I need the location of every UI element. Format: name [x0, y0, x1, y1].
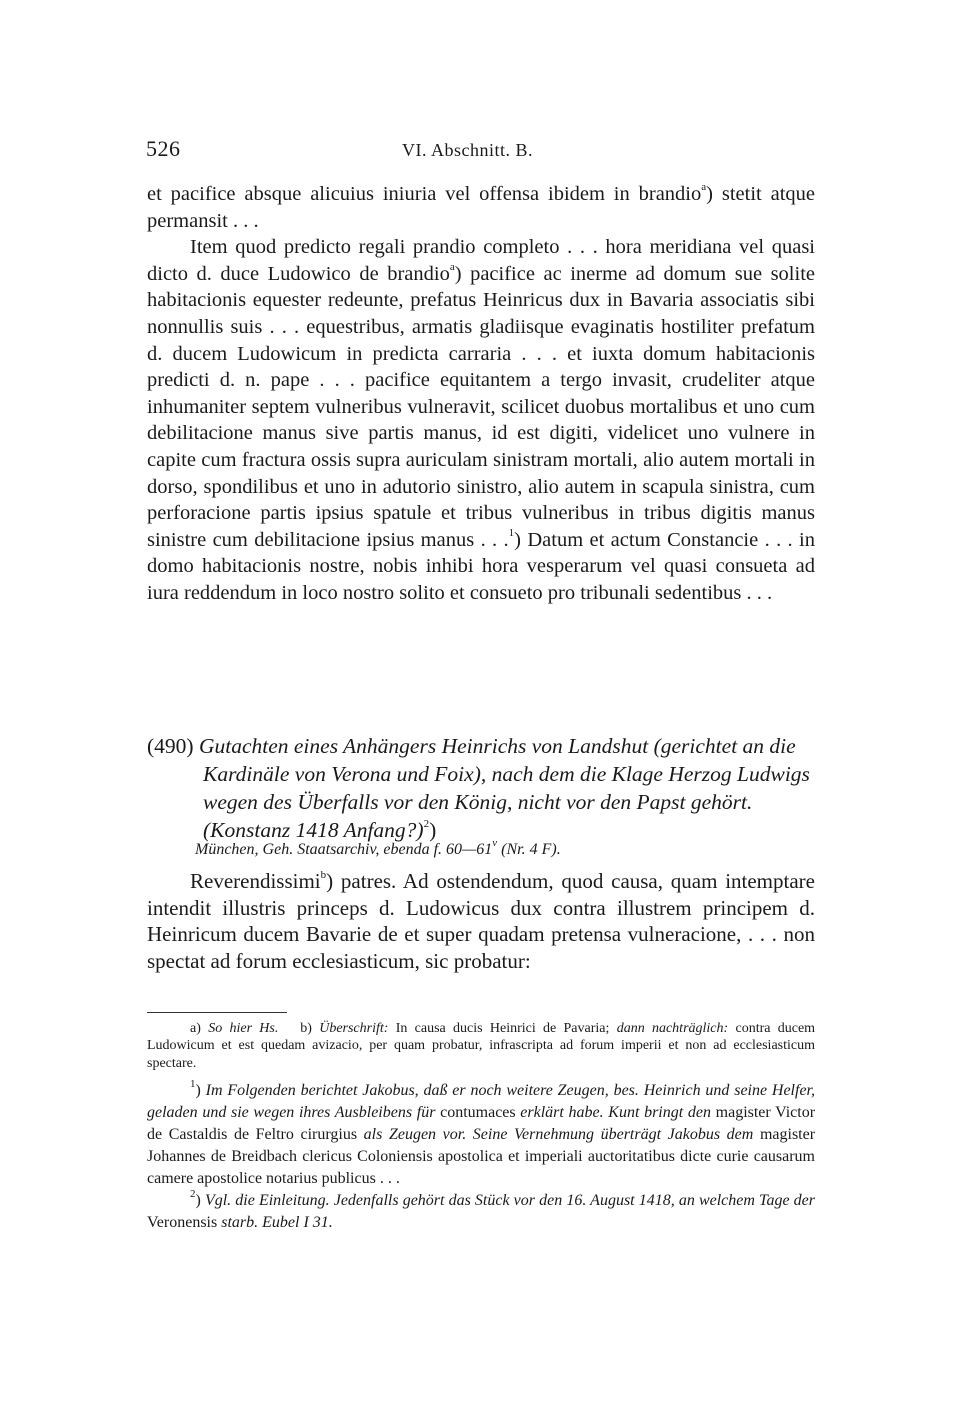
entry-number: (490): [147, 734, 194, 758]
footnote-ref-a[interactable]: a: [701, 181, 707, 194]
apparatus-notes: a) So hier Hs. b) Überschrift: In causa ducis Heinrici de Pavaria; dann nachträglich: contra ducem Ludowicum et est quedam avizacio, per quam probatur, infrascripta ad forum imperii et non ad ecclesiasticum spectare.: [147, 1021, 816, 1071]
page-number: 526: [146, 136, 181, 161]
paragraph-1: et pacifice absque alicuius iniuria vel offensa ibidem in brandio$^a$) stetit atque permansit . . .: [147, 181, 815, 232]
entry-title: Gutachten eines Anhängers Heinrichs von Landshut (gerichtet an die Kardinäle von Verona und Foix), nach dem die Klage Herzog Ludwigs wegen des Überfalls vor den König, nicht vor den Papst gehört. (Konstanz 1418 Anfang?): [198, 734, 810, 842]
continuation-text: [147, 181, 815, 607]
entry-body: Reverendissimi$^b$) patres. Ad ostendendum, quod causa, quam intemptare intendit illustris princeps d. Ludowicus dux contra illustrem principem d. Heinricum ducem Bavarie de et super quadam pretensa vulneracione, . . . non spectat ad forum ecclesiasticum, sic probatur:: [147, 869, 815, 973]
footnote-ref-2[interactable]: 2: [423, 817, 430, 830]
footnote-1: $^1$) Im Folgenden berichtet Jakobus, daß er noch weitere Zeugen, bes. Heinrich und seine Helfer, geladen und sie wegen ihres Ausbleibens für contumaces erklärt habe. Kunt bringt den magister Victor de Castaldis de Feltro cirurgius als Zeugen vor. Seine Vernehmung überträgt Jakobus dem magister Johannes de Breidbach clericus Coloniensis apostolica et imperiali auctoritatibus dicte curie causarum camere apostolice notarius publicus . . .: [147, 1077, 816, 1187]
archive-reference: München, Geh. Staatsarchiv, ebenda f. 60—61$^v$ (Nr. 4 F).: [195, 836, 561, 858]
commentary-notes: [147, 1077, 816, 1234]
paragraph-2: Item quod predicto regali prandio completo . . . hora meridiana vel quasi dicto d. duce Ludowico de brandio$^a$) pacifice ac inerme ad domum sue solite habitacionis equester redeunte, prefatus Heinricus dux in Bavaria associatis sibi nonnullis suis . . . equestribus, armatis gladiisque evaginatis hostiliter prefatum d. ducem Ludowicum in predicta carraria . . . et iuxta domum habitacionis predicti d. n. pape . . . pacifice equitantem a tergo invasit, crudeliter atque inhumaniter septem vulneribus vulneravit, scilicet duobus mortalibus et uno cum debilitacione manus sive partis manus, id est digiti, videlicet uno vulnere in capite cum fractura ossis supra auriculam sinistram mortali, alio autem mortali in dorso, spondilibus et uno in adutorio sinistro, alio autem in scapula sinistra, cum perforacione partis ipsius spatule et tribus vulneribus in tribus digitis manus sinistre cum debilitacione ipsius manus . . .$^1$) Datum et actum Constancie . . . in domo habitacionis nostre, nobis inhibi hora vesperarum vel quasi consueta ad iura reddendum in loco nostro solito et consueto pro tribunali sedentibus . . .: [147, 236, 815, 604]
footnote-ref-1[interactable]: 1: [508, 526, 515, 539]
footnote-ref-a-2[interactable]: a: [449, 260, 455, 273]
footnote-divider: [147, 1012, 287, 1013]
running-head: VI. Abschnitt. B.: [402, 140, 534, 160]
footnote-2: $^2$) Vgl. die Einleitung. Jedenfalls gehört das Stück vor den 16. August 1418, an welchem Tage der Veronensis starb. Eubel I 31.: [147, 1187, 816, 1231]
footnote-ref-b[interactable]: b: [320, 869, 327, 881]
entry-heading: (490) Gutachten eines Anhängers Heinrichs von Landshut (gerichtet an die Kardinäle von Verona und Foix), nach dem die Klage Herzog Ludwigs wegen des Überfalls vor den König, nicht vor den Papst gehört. (Konstanz 1418 Anfang?)$^2$): [147, 734, 810, 842]
